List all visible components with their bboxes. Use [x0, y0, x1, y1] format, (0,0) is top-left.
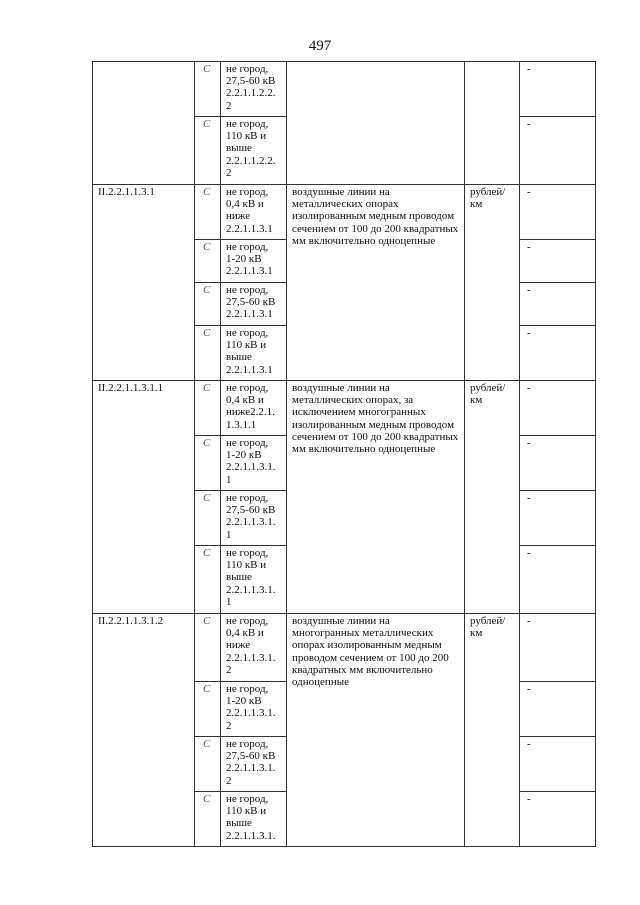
voltage-level-line: не город, [226, 738, 269, 750]
table-row [93, 185, 596, 240]
row-category: С [195, 792, 221, 847]
row-description: воздушные линии на металлических опорах изолированным медным проводом сечением от 100 до 200 квадратных мм включительно одноцепные [287, 185, 465, 381]
row-value: - [520, 546, 596, 614]
row-voltage-level [221, 117, 287, 185]
voltage-level-line: 110 кВ и [226, 130, 267, 143]
voltage-level-line: 2 [226, 99, 232, 112]
voltage-level-line: 1 [226, 595, 232, 608]
row-description: воздушные линии на многогранных металлических опорах изолированным медным проводом сечением от 100 до 200 квадратных мм включительно одноцепные [287, 614, 465, 847]
voltage-level-line: не город, [226, 382, 269, 394]
voltage-level-line: 2.2.1.1.3.1 [226, 222, 273, 235]
row-code: II.2.2.1.1.3.1.2 [93, 614, 195, 847]
voltage-level-line: не город, [226, 492, 269, 504]
row-value: - [520, 240, 596, 283]
voltage-level-line: выше [226, 351, 252, 364]
voltage-level-line: 0,4 кВ и [226, 627, 264, 640]
row-unit: рублей/ км [465, 614, 520, 847]
voltage-level-line: не город, [226, 547, 269, 559]
row-value: - [520, 117, 596, 185]
row-category: С [195, 185, 221, 240]
row-description [287, 62, 465, 185]
row-unit [465, 62, 520, 185]
row-voltage-level [221, 381, 287, 436]
row-unit: рублей/ км [465, 185, 520, 381]
voltage-level-line: 1-20 кВ [226, 695, 262, 708]
voltage-level-line: 2 [226, 719, 232, 732]
voltage-level-line: выше [226, 817, 252, 830]
row-category: С [195, 546, 221, 614]
voltage-level-line: 2.2.1.1.3.1. [226, 829, 276, 842]
voltage-level-line: 1 [226, 473, 232, 486]
voltage-level-line: 2 [226, 663, 232, 676]
voltage-level-line: 2 [226, 774, 232, 787]
voltage-level-line: ниже [226, 639, 251, 652]
voltage-level-line: 2.2.1.1.3.1. [226, 461, 276, 474]
voltage-level-line: не город, [226, 793, 269, 805]
voltage-level-line: 2 [226, 166, 232, 179]
row-value: - [520, 62, 596, 117]
voltage-level-line: 27,5-60 кВ [226, 296, 276, 309]
voltage-level-line: 27,5-60 кВ [226, 750, 276, 763]
voltage-level-line: 1 [226, 528, 232, 541]
voltage-level-line: не город, [226, 118, 269, 130]
row-category: С [195, 436, 221, 491]
voltage-level-line: 2.2.1.1.3.1 [226, 363, 273, 376]
voltage-level-line: 2.2.1.1.3.1 [226, 308, 273, 321]
row-voltage-level [221, 737, 287, 792]
voltage-level-line: ниже2.2.1. [226, 406, 275, 419]
row-value: - [520, 792, 596, 847]
row-code [93, 62, 195, 185]
voltage-level-line: 2.2.1.1.3.1. [226, 583, 276, 596]
voltage-level-line: не город, [226, 284, 269, 296]
row-category: С [195, 682, 221, 737]
row-category: С [195, 326, 221, 381]
row-category: С [195, 240, 221, 283]
voltage-level-line: 2.2.1.1.2.2. [226, 154, 276, 167]
table-row [93, 614, 596, 682]
voltage-level-line: 2.2.1.1.3.1. [226, 651, 276, 664]
row-value: - [520, 682, 596, 737]
row-category: С [195, 737, 221, 792]
row-category: С [195, 283, 221, 326]
row-voltage-level [221, 283, 287, 326]
row-voltage-level [221, 185, 287, 240]
row-voltage-level [221, 62, 287, 117]
voltage-level-line: 2.2.1.1.3.1. [226, 707, 276, 720]
voltage-level-line: выше [226, 571, 252, 584]
table-body [93, 62, 596, 847]
row-voltage-level [221, 326, 287, 381]
voltage-level-line: 27,5-60 кВ [226, 504, 276, 517]
row-category: С [195, 491, 221, 546]
voltage-level-line: 27,5-60 кВ [226, 75, 276, 88]
row-value: - [520, 436, 596, 491]
row-category: С [195, 614, 221, 682]
row-voltage-level [221, 682, 287, 737]
row-voltage-level [221, 491, 287, 546]
voltage-level-line: 1-20 кВ [226, 449, 262, 462]
voltage-level-line: 0,4 кВ и [226, 394, 264, 407]
row-unit: рублей/ км [465, 381, 520, 614]
row-value: - [520, 326, 596, 381]
voltage-level-line: 1.3.1.1 [226, 418, 257, 431]
voltage-level-line: ниже [226, 210, 251, 223]
row-value: - [520, 737, 596, 792]
voltage-level-line: не город, [226, 241, 269, 253]
row-voltage-level [221, 240, 287, 283]
row-voltage-level [221, 546, 287, 614]
page-number: 497 [308, 38, 332, 54]
tariff-table [92, 61, 596, 847]
row-voltage-level [221, 614, 287, 682]
voltage-level-line: 2.2.1.1.3.1. [226, 516, 276, 529]
voltage-level-line: 0,4 кВ и [226, 198, 264, 211]
row-value: - [520, 283, 596, 326]
row-code: II.2.2.1.1.3.1 [93, 185, 195, 381]
voltage-level-line: выше [226, 142, 252, 155]
row-description: воздушные линии на металлических опорах, за исключением многогранных изолированным медным проводом сечением от 100 до 200 квадратных мм включительно одноцепные [287, 381, 465, 614]
voltage-level-line: не город, [226, 437, 269, 449]
row-voltage-level [221, 436, 287, 491]
row-code: II.2.2.1.1.3.1.1 [93, 381, 195, 614]
voltage-level-line: не город, [226, 186, 269, 198]
row-voltage-level [221, 792, 287, 847]
voltage-level-line: не город, [226, 683, 269, 695]
row-category: С [195, 62, 221, 117]
voltage-level-line: 1-20 кВ [226, 253, 262, 266]
voltage-level-line: 110 кВ и [226, 339, 267, 352]
row-value: - [520, 185, 596, 240]
voltage-level-line: 110 кВ и [226, 805, 267, 818]
table-row [93, 381, 596, 436]
voltage-level-line: не город, [226, 615, 269, 627]
voltage-level-line: 110 кВ и [226, 559, 267, 572]
row-value: - [520, 381, 596, 436]
voltage-level-line: 2.2.1.1.3.1. [226, 762, 276, 775]
table-row [93, 62, 596, 117]
row-category: С [195, 117, 221, 185]
row-category: С [195, 381, 221, 436]
row-value: - [520, 491, 596, 546]
row-value: - [520, 614, 596, 682]
voltage-level-line: не город, [226, 63, 269, 75]
voltage-level-line: 2.2.1.1.3.1 [226, 265, 273, 278]
voltage-level-line: не город, [226, 327, 269, 339]
voltage-level-line: 2.2.1.1.2.2. [226, 87, 276, 100]
